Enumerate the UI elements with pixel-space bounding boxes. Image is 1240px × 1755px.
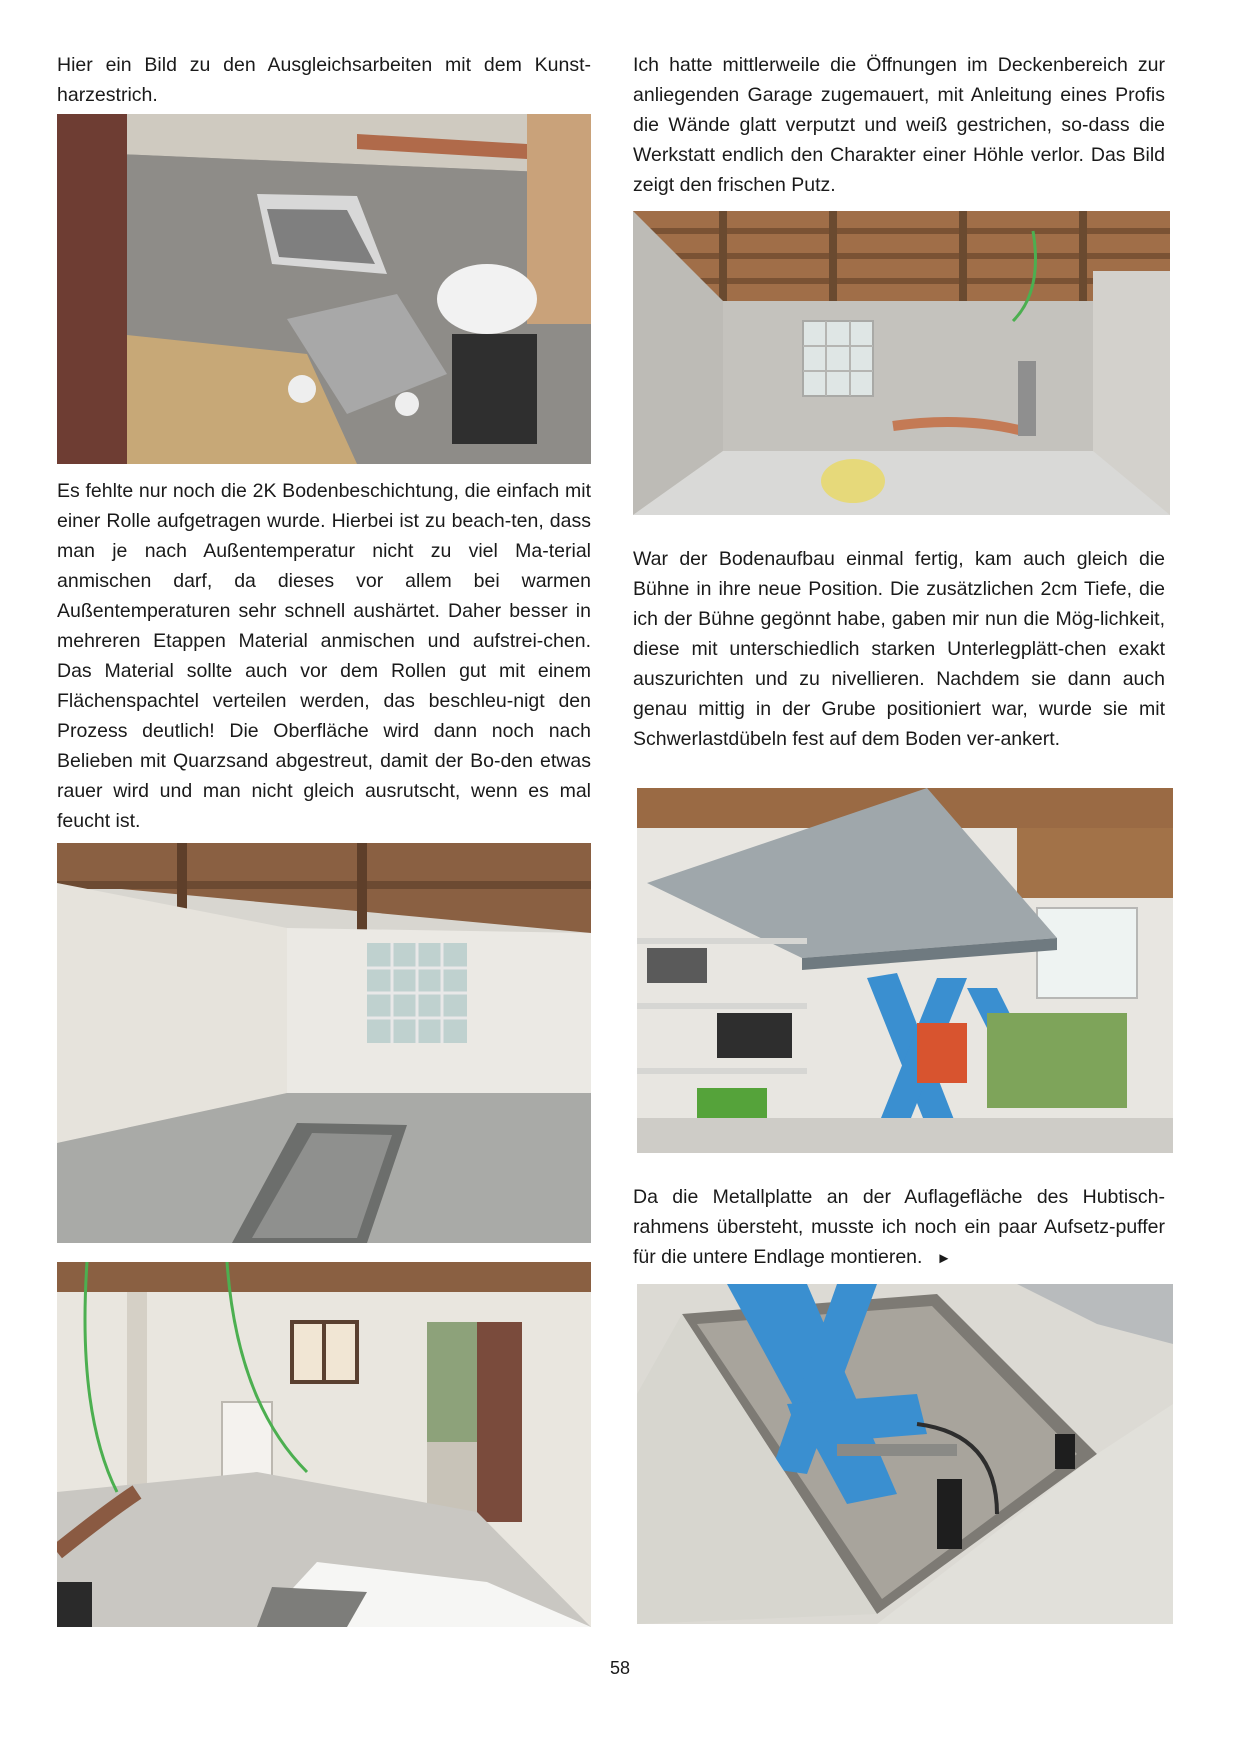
photo-fresh-plaster bbox=[633, 211, 1170, 515]
photo-lift-installed-image bbox=[637, 788, 1173, 1153]
right-buffer-text: Da die Metallplatte an der Auflagefläche des Hubtisch-rahmens übersteht, musste ich noch ein paar Aufsetz-puffer für die untere Endlage montieren. bbox=[633, 1186, 1165, 1268]
photo-coated-floor bbox=[57, 843, 591, 1243]
right-lift-paragraph: War der Bodenaufbau einmal fertig, kam auch gleich die Bühne in ihre neue Position. Die zusätzlichen 2cm Tiefe, die ich der Bühne gegönnt habe, gaben mir nun die Mög-lichkeit, diese mit unterschiedlich starken Unterlegplätt-chen exakt auszurichten und zu nivellieren. Nachdem sie dann auch genau mittig in der Grube positioniert war, wurde sie mit Schwerlastdübeln fest auf dem Boden ver-ankert. bbox=[633, 548, 1165, 750]
right-buffer-paragraph bbox=[633, 1182, 1165, 1274]
photo-pit-buffers-image bbox=[637, 1284, 1173, 1624]
photo-screed-leveling-image bbox=[57, 114, 591, 464]
photo-garage-door-view-image bbox=[57, 1262, 591, 1627]
left-intro-paragraph: Hier ein Bild zu den Ausgleichsarbeiten mit dem Kunst-harzestrich. bbox=[57, 54, 591, 106]
left-coating-paragraph: Es fehlte nur noch die 2K Bodenbeschichtung, die einfach mit einer Rolle aufgetragen wurde. Hierbei ist zu beach-ten, dass man je nach Außentemperatur nicht zu viel Ma-terial anmischen darf, da dieses vor allem bei warmen Außentemperaturen sehr schnell aushärtet. Daher besser in mehreren Etappen Material anmischen und aufstrei-chen. Das Material sollte auch vor dem Rollen gut mit einem Flächenspachtel verteilen werden, das beschleu-nigt den Prozess deutlich! Die Oberfläche wird dann noch nach Belieben mit Quarzsand abgestreut, damit der Bo-den etwas rauer wird und man nicht gleich ausrutscht, wenn es mal feucht ist. bbox=[57, 480, 591, 832]
photo-coated-floor-image bbox=[57, 843, 591, 1243]
page-number: 58 bbox=[609, 1658, 631, 1678]
photo-pit-buffers bbox=[637, 1284, 1173, 1624]
photo-screed-leveling bbox=[57, 114, 591, 464]
right-plaster-paragraph: Ich hatte mittlerweile die Öffnungen im Deckenbereich zur anliegenden Garage zugemauert, mit Anleitung eines Profis die Wände glatt verputzt und weiß gestrichen, so-dass die Werkstatt endlich den Charakter einer Höhle verlor. Das Bild zeigt den frischen Putz. bbox=[633, 54, 1165, 196]
photo-fresh-plaster-image bbox=[633, 211, 1170, 515]
continue-arrow-icon: ► bbox=[936, 1250, 952, 1267]
photo-garage-door-view bbox=[57, 1262, 591, 1627]
photo-lift-installed bbox=[637, 788, 1173, 1153]
